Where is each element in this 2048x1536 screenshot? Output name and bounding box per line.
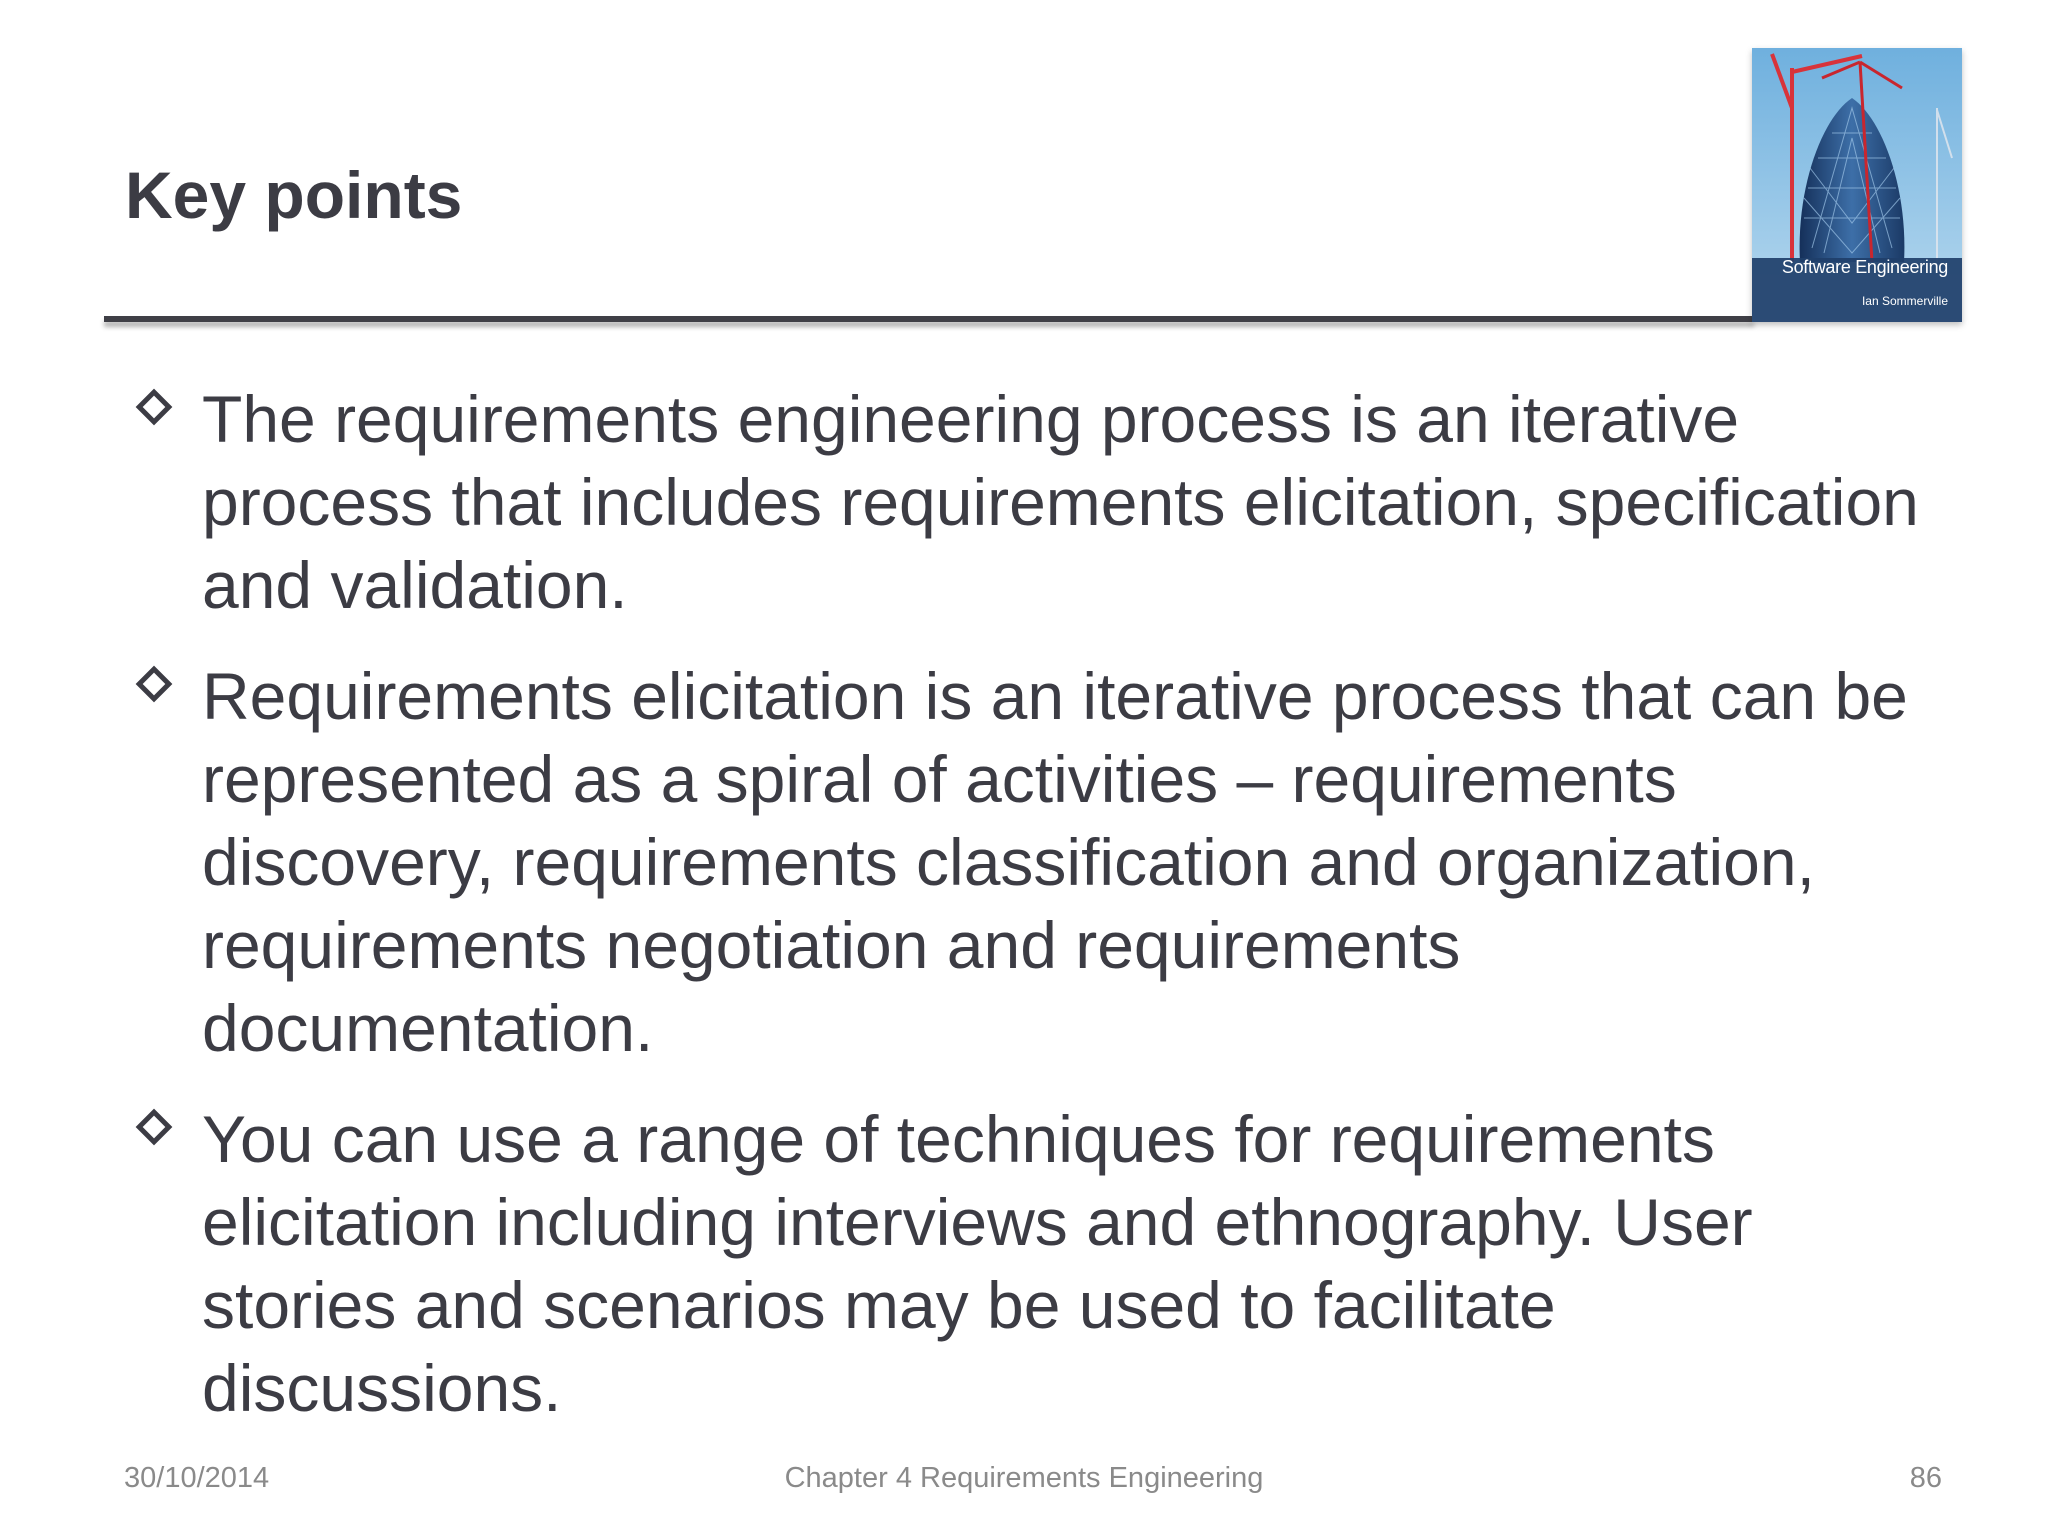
bullet-text: Requirements elicitation is an iterative process that can be represented as a spiral of activities – requirements discovery, requirements classification and organization, requirements negotiation and requirements documentation. [202,659,1908,1065]
bullet-text: The requirements engineering process is an iterative process that includes requirements elicitation, specification and validation. [202,382,1919,622]
diamond-bullet-icon [136,1109,173,1146]
footer-page-number: 86 [1909,1462,1942,1494]
bullet-list [135,378,1925,1458]
bullet-item [135,378,1925,627]
book-cover-image [1752,48,1962,322]
footer-chapter-title: Chapter 4 Requirements Engineering [784,1462,1264,1494]
title-divider [104,316,1754,322]
bullet-text: You can use a range of techniques for requirements elicitation including interviews and ethnography. User stories and scenarios may be used to facilitate discussions. [202,1102,1753,1425]
cover-title: Software Engineering [1781,257,1948,277]
cover-author: Ian Sommerville [1861,294,1948,308]
bullet-item [135,1098,1925,1430]
bullet-item [135,655,1925,1070]
footer-date: 30/10/2014 [124,1462,270,1494]
slide-title: Key points [125,158,463,232]
diamond-bullet-icon [136,389,173,426]
diamond-bullet-icon [136,666,173,703]
